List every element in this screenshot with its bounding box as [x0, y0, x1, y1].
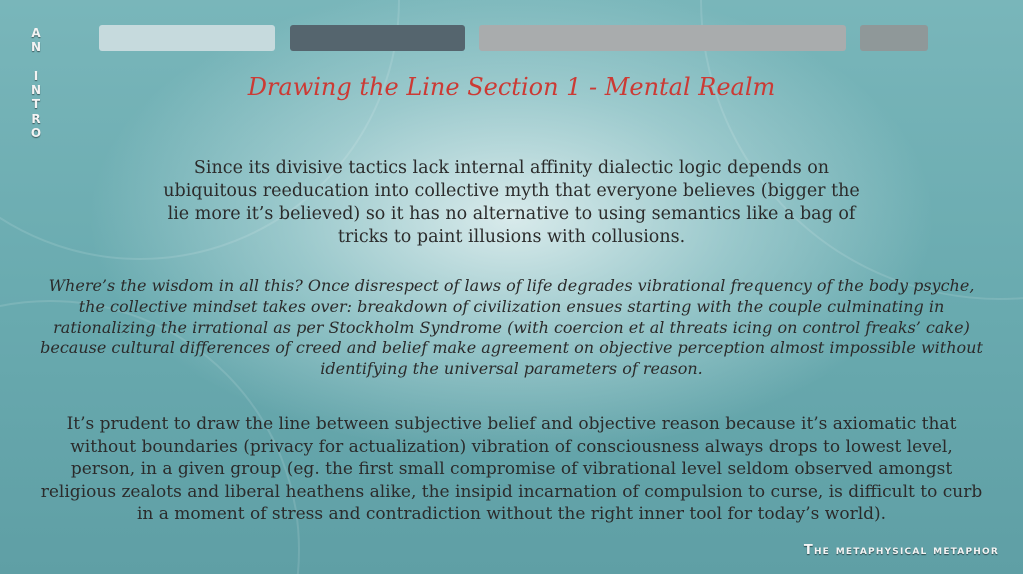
nav-bar-4[interactable]: [860, 25, 928, 51]
section-label-letter: N: [30, 83, 42, 98]
nav-bar-1[interactable]: [99, 25, 275, 51]
section-label-letter: [28, 55, 44, 69]
nav-bar-2[interactable]: [290, 25, 465, 51]
section-label-letter: A: [31, 26, 41, 40]
section-label-letter: I: [33, 68, 39, 83]
slide-title: Drawing the Line Section 1 - Mental Realm: [247, 73, 776, 101]
footer-brand: The metaphysical metaphor: [803, 543, 999, 558]
nav-bar-3[interactable]: [479, 25, 846, 51]
section-label-letter: O: [30, 126, 42, 141]
paragraph-2-italic: Where’s the wisdom in all this? Once disrespect of laws of life degrades vibrational frequency of the body psyche, the collective mindset takes over: breakdown of civilization ensues starting with the couple culminating in rationalizing the irrational as per Stockholm Syndrome (with coercion et al threats icing on control freaks’ cake) because cultural differences of creed and belief make agreement on objective perception almost impossible without identifying the universal parameters of reason.: [40, 276, 983, 379]
paragraph-1: Since its divisive tactics lack internal affinity dialectic logic depends on ubiquitous reeducation into collective myth that everyone believes (bigger the lie more it’s believed) so it has no alternative to using semantics like a bag of tricks to paint illusions with collusions.: [163, 158, 860, 247]
paragraph-3: It’s prudent to draw the line between subjective belief and objective reason because it’s axiomatic that without boundaries (privacy for actualization) vibration of consciousness always drops to lowest level, person, in a given group (eg. the first small compromise of vibrational level seldom observed amongst religious zealots and liberal heathens alike, the insipid incarnation of compulsion to curse, is difficult to curb in a moment of stress and contradiction without the right inner tool for today’s world).: [40, 414, 983, 524]
section-label-letter: N: [30, 40, 42, 55]
section-label-letter: R: [31, 111, 41, 126]
section-label-letter: T: [31, 97, 41, 112]
